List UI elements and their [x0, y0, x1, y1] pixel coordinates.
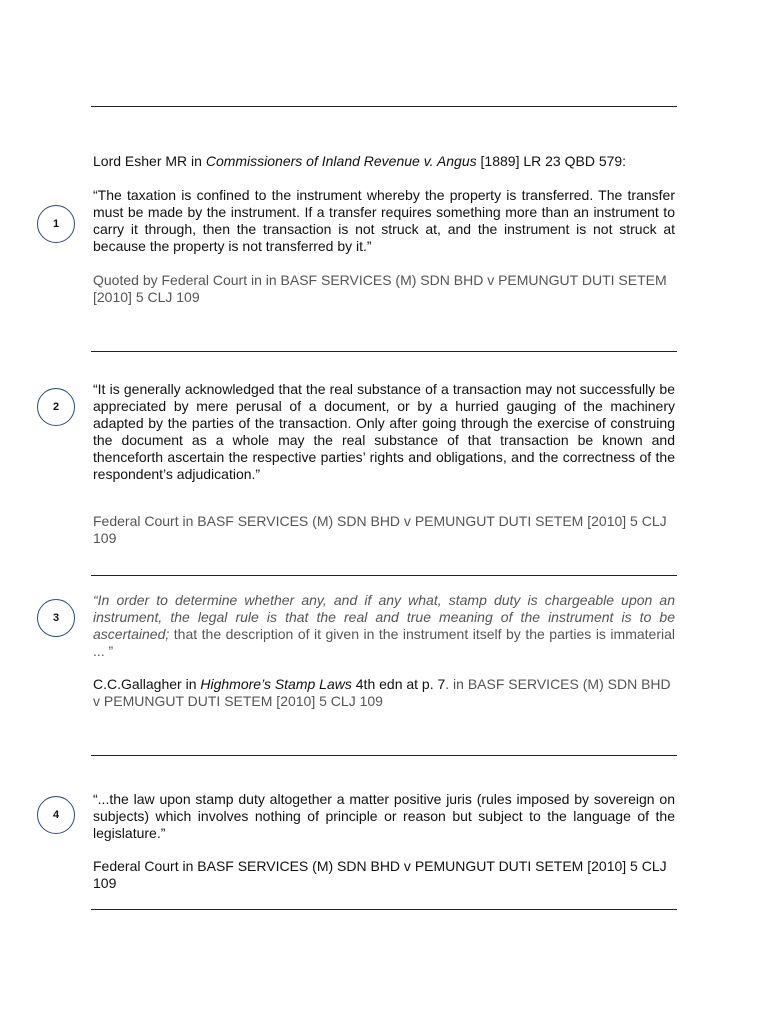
entry-1-quote: “The taxation is confined to the instrument whereby the property is transferred. The transfer must be made by the instrument. If a transfer requires something more than an instrument to carry it through, then the transaction is not struck at, and the instrument is not struck at because the property is not transferred by it.”: [93, 187, 675, 254]
case-name: Commissioners of Inland Revenue v. Angus: [205, 153, 477, 169]
divider-2: [91, 575, 677, 576]
entry-1: [93, 153, 675, 306]
divider-1: [91, 351, 677, 352]
entry-2-source: Federal Court in BASF SERVICES (M) SDN BHD v PEMUNGUT DUTI SETEM [2010] 5 CLJ 109: [93, 513, 667, 546]
entry-3: [93, 592, 675, 710]
entry-2: [93, 381, 675, 547]
entry-1-citation: Lord Esher MR in Commissioners of Inland Revenue v. Angus [1889] LR 23 QBD 579:: [93, 153, 627, 169]
marker-3: 3: [37, 599, 75, 637]
marker-1: 1: [37, 205, 75, 243]
marker-2: 2: [37, 388, 75, 426]
divider-bottom: [91, 909, 677, 910]
entry-4: [93, 791, 675, 892]
entry-3-quote: “In order to determine whether any, and if any what, stamp duty is chargeable upon an instrument, the legal rule is that the real and true meaning of the instrument is to be ascertained; that the description of it given in the instrument itself by the parties is immaterial ... ”: [93, 592, 675, 659]
book-title: Highmore’s Stamp Laws: [200, 676, 352, 692]
entry-4-source: Federal Court in BASF SERVICES (M) SDN BHD v PEMUNGUT DUTI SETEM [2010] 5 CLJ 109: [93, 858, 667, 891]
entry-2-quote: “It is generally acknowledged that the real substance of a transaction may not successfully be appreciated by mere perusal of a document, or by a hurried gauging of the machinery adapted by the parties of the transaction. Only after going through the exercise of construing the document as a whole may the real substance of that transaction be known and thenceforth ascertain the respective parties’ rights and obligations, and the correctness of the respondent’s adjudication.”: [93, 381, 675, 482]
divider-top: [91, 106, 677, 107]
entry-3-source: C.C.Gallagher in Highmore’s Stamp Laws 4th edn at p. 7. in BASF SERVICES (M) SDN BHD v PEMUNGUT DUTI SETEM [2010] 5 CLJ 109: [93, 676, 671, 709]
entry-1-source: Quoted by Federal Court in in BASF SERVICES (M) SDN BHD v PEMUNGUT DUTI SETEM [2010] 5 CLJ 109: [93, 272, 667, 305]
divider-3: [91, 755, 677, 756]
entry-4-quote: “...the law upon stamp duty altogether a matter positive juris (rules imposed by sovereign on subjects) which involves nothing of principle or reason but subject to the language of the legislature.”: [93, 791, 675, 841]
marker-4: 4: [37, 796, 75, 834]
